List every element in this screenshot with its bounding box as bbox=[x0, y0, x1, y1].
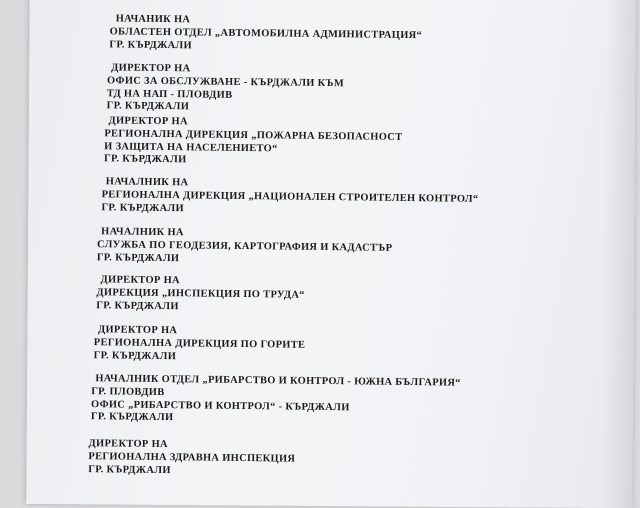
recipient-block bbox=[97, 226, 393, 268]
recipient-institution: ОФИС „РИБАРСТВО И КОНТРОЛ“ - КЪРДЖАЛИ bbox=[91, 398, 350, 413]
recipient-title: ДИРЕКТОР НА bbox=[97, 324, 178, 337]
recipient-institution: РЕГИОНАЛНА ДИРЕКЦИЯ ПО ГОРИТЕ bbox=[93, 336, 306, 351]
recipient-block bbox=[107, 62, 345, 116]
recipient-city: ГР. КЪРДЖАЛИ bbox=[96, 251, 180, 264]
recipient-institution: РЕГИОНАЛНА ДИРЕКЦИЯ „ПОЖАРНА БЕЗОПАСНОСТ bbox=[104, 128, 403, 143]
recipient-block bbox=[88, 438, 295, 479]
recipient-institution: И ЗАЩИТА НА НАСЕЛЕНИЕТО“ bbox=[104, 140, 278, 154]
recipient-city: ГР. КЪРДЖАЛИ bbox=[90, 411, 174, 424]
recipient-city: ГР. ПЛОВДИВ bbox=[91, 385, 165, 398]
recipient-title: НАЧАЛНИК НА bbox=[101, 226, 184, 239]
recipient-title: ДИРЕКТОР НА bbox=[111, 62, 191, 75]
recipient-block bbox=[96, 274, 305, 315]
recipient-city: ГР. КЪРДЖАЛИ bbox=[88, 463, 171, 476]
recipient-institution: ОФИС ЗА ОБСЛУЖВАНЕ - КЪРДЖАЛИ КЪМ bbox=[106, 75, 345, 90]
recipient-city: ГР. КЪРДЖАЛИ bbox=[101, 201, 185, 214]
recipient-institution: РЕГИОНАЛНА ДИРЕКЦИЯ „НАЦИОНАЛЕН СТРОИТЕЛЕН КОНТРОЛ“ bbox=[101, 189, 479, 205]
recipient-block bbox=[94, 324, 306, 365]
recipient-title: НАЧАЛНИК НА bbox=[105, 176, 189, 189]
recipient-institution: ТД НА НАП - ПЛОВДИВ bbox=[106, 87, 233, 101]
recipient-city: ГР. КЪРДЖАЛИ bbox=[93, 349, 177, 362]
recipient-block bbox=[101, 176, 478, 219]
recipient-title: ДИРЕКТОР НА bbox=[108, 115, 188, 128]
recipient-block bbox=[109, 13, 422, 55]
recipient-title: ДИРЕКТОР НА bbox=[100, 274, 180, 287]
recipient-title: ДИРЕКТОР НА bbox=[88, 438, 168, 451]
recipient-title: НАЧАНИК НА bbox=[115, 13, 191, 26]
recipient-title: НАЧАЛНИК ОТДЕЛ „РИБАРСТВО И КОНТРОЛ - ЮЖНА БЪЛГАРИЯ“ bbox=[95, 373, 461, 389]
recipient-institution: ДИРЕКЦИЯ „ИНСПЕКЦИЯ ПО ТРУДА“ bbox=[96, 286, 305, 301]
recipient-city: ГР. КЪРДЖАЛИ bbox=[96, 299, 179, 312]
recipient-city: ГР. КЪРДЖАЛИ bbox=[106, 100, 190, 113]
recipient-block bbox=[104, 115, 403, 170]
recipient-institution: РЕГИОНАЛНА ЗДРАВНА ИНСПЕКЦИЯ bbox=[88, 450, 296, 465]
recipient-city: ГР. КЪРДЖАЛИ bbox=[103, 153, 187, 166]
recipient-block bbox=[91, 373, 461, 429]
recipient-city: ГР. КЪРДЖАЛИ bbox=[109, 38, 193, 51]
recipient-institution: СЛУЖБА ПО ГЕОДЕЗИЯ, КАРТОГРАФИЯ И КАДАСТЪР bbox=[96, 239, 393, 254]
recipient-institution: ОБЛАСТЕН ОТДЕЛ „АВТОМОБИЛНА АДМИНИСТРАЦИЯ“ bbox=[109, 26, 423, 41]
